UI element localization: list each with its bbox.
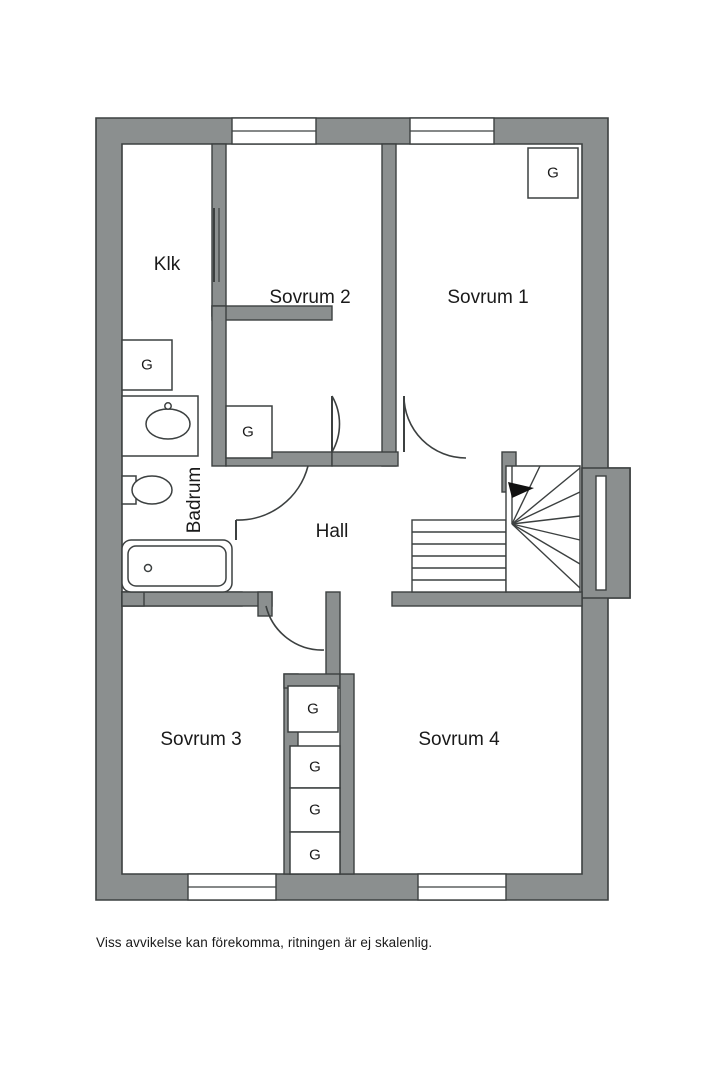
bathtub bbox=[122, 540, 232, 592]
closet-label-g-hall-3: G bbox=[309, 801, 321, 819]
closet-label-g-center-mid: G bbox=[242, 423, 254, 441]
closet-label-g-top-right: G bbox=[547, 164, 559, 182]
closet-g-hall-4 bbox=[290, 832, 340, 874]
toilet bbox=[122, 476, 172, 504]
window-bottom-left bbox=[188, 874, 276, 900]
room-label-hall: Hall bbox=[315, 521, 349, 542]
window-bottom-right bbox=[418, 874, 506, 900]
closet-label-g-left-mid: G bbox=[141, 356, 153, 374]
room-label-badrum: Badrum bbox=[184, 466, 205, 534]
room-label-sovrum4: Sovrum 4 bbox=[418, 729, 500, 750]
closet-g-hall-2 bbox=[290, 746, 340, 788]
closet-g-top-right bbox=[528, 148, 578, 198]
room-label-klk: Klk bbox=[153, 254, 181, 275]
room-label-sovrum1: Sovrum 1 bbox=[447, 287, 529, 308]
closet-g-left-mid bbox=[122, 340, 172, 390]
window-top-right bbox=[410, 118, 494, 144]
closet-g-hall-1 bbox=[288, 686, 338, 732]
closet-label-g-hall-2: G bbox=[309, 758, 321, 776]
plan-caption: Viss avvikelse kan förekomma, ritningen är ej skalenlig. bbox=[96, 935, 433, 950]
room-label-sovrum3: Sovrum 3 bbox=[160, 729, 242, 750]
room-label-sovrum2: Sovrum 2 bbox=[269, 287, 351, 308]
closet-label-g-hall-4: G bbox=[309, 846, 321, 864]
staircase bbox=[412, 466, 580, 592]
closet-label-g-hall-1: G bbox=[307, 700, 319, 718]
window-top-left bbox=[232, 118, 316, 144]
closet-g-hall-3 bbox=[290, 788, 340, 832]
closet-g-center-mid bbox=[226, 406, 272, 458]
